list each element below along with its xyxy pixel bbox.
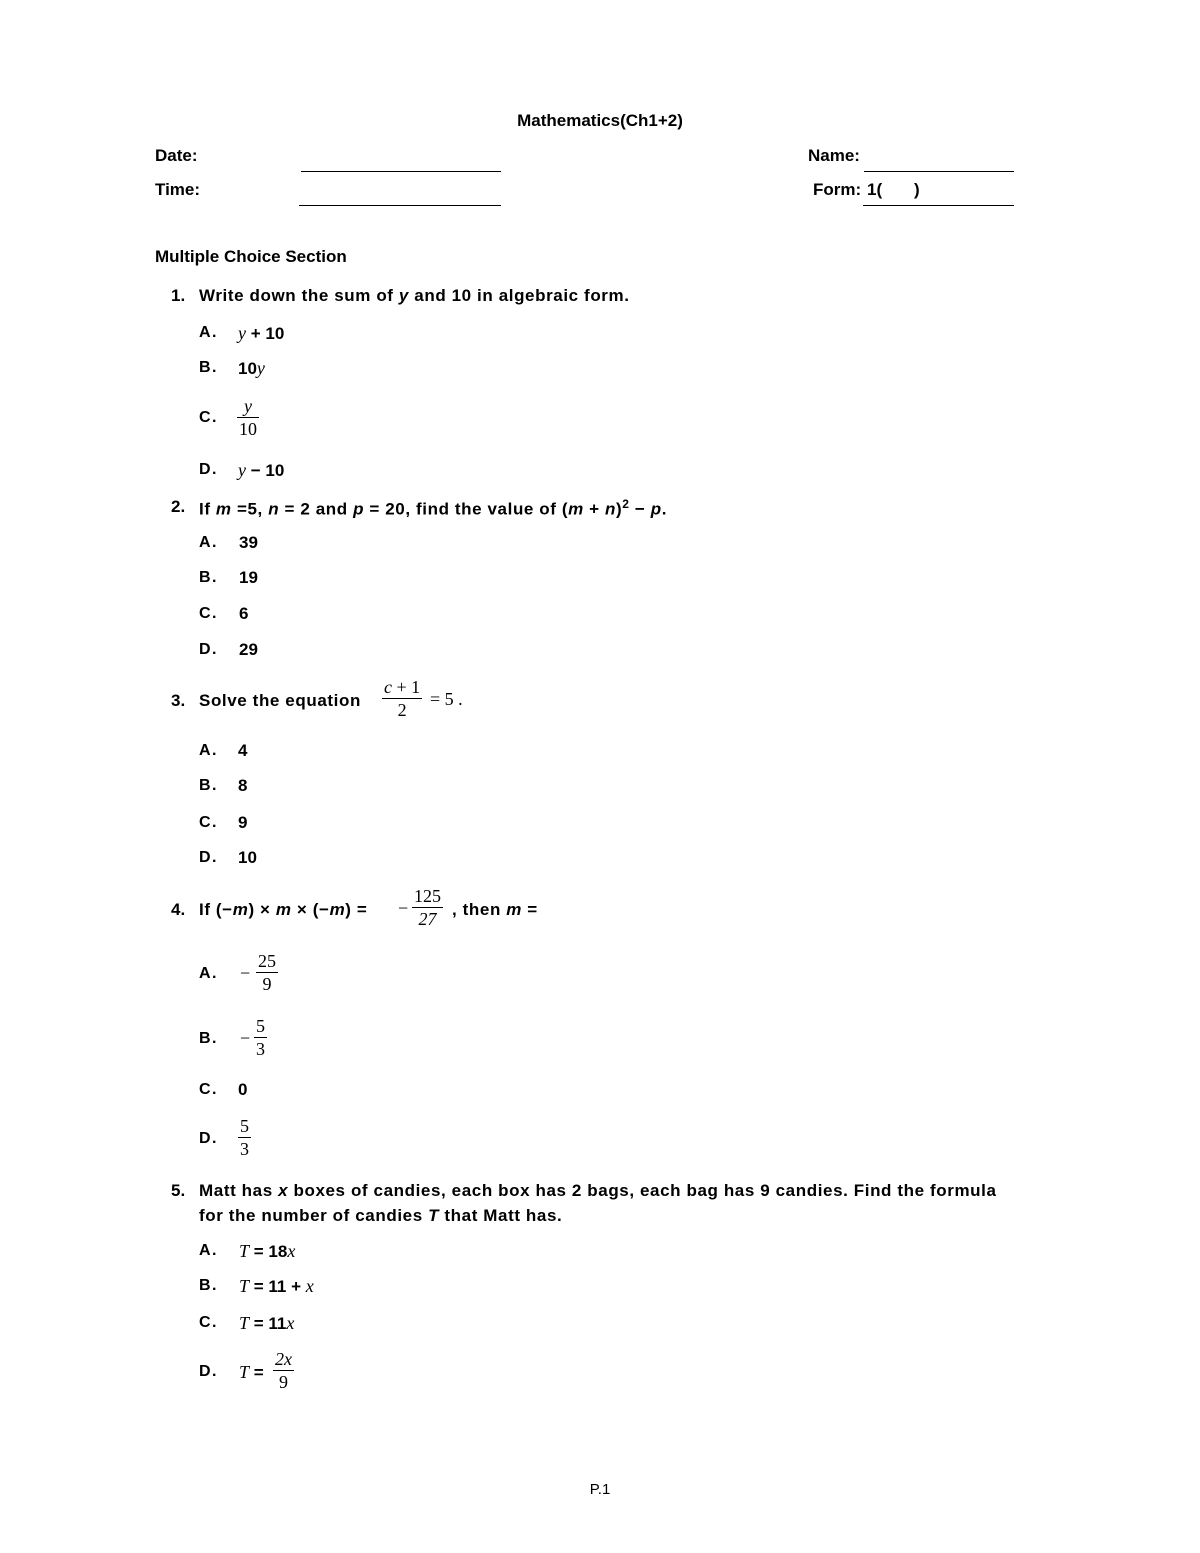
section-title: Multiple Choice Section <box>155 247 347 266</box>
question-1-text: Write down the sum of y and 10 in algebraic form. <box>199 286 630 305</box>
option-label[interactable]: D. <box>199 849 218 866</box>
name-blank[interactable] <box>864 171 1014 172</box>
option-value: 19 <box>239 568 258 587</box>
time-label: Time: <box>155 180 201 199</box>
option-label[interactable]: B. <box>199 1277 218 1294</box>
question-4-tail: , then m = <box>452 900 538 919</box>
option-label[interactable]: D. <box>199 461 218 478</box>
equation-rhs: = 5 . <box>430 689 463 709</box>
date-blank[interactable] <box>301 171 501 172</box>
option-value: y − 10 <box>238 460 285 480</box>
option-label[interactable]: B. <box>199 777 218 794</box>
option-value: 29 <box>239 640 258 659</box>
question-number: 5. <box>171 1181 186 1200</box>
question-number: 2. <box>171 497 186 516</box>
question-number: 4. <box>171 900 186 919</box>
option-value: T = <box>239 1362 264 1382</box>
option-fraction: $\frac{5}{3}$ <box>256 1016 265 1059</box>
option-value: T = 18x <box>239 1241 296 1261</box>
minus-sign: − <box>398 898 409 918</box>
option-value: y + 10 <box>238 323 285 343</box>
option-value: 10y <box>238 358 265 378</box>
option-value: 39 <box>239 533 258 552</box>
time-blank[interactable] <box>299 205 501 206</box>
option-label[interactable]: D. <box>199 641 218 658</box>
option-fraction: $\frac{y}{10}$ <box>239 396 257 439</box>
question-5-line-2: for the number of candies T that Matt has. <box>199 1206 563 1225</box>
question-number: 3. <box>171 691 186 710</box>
option-value: 0 <box>238 1080 248 1099</box>
page-title: Mathematics(Ch1+2) <box>517 111 683 130</box>
option-label[interactable]: C. <box>199 814 218 831</box>
option-fraction: $\frac{2x}{9}$ <box>275 1349 292 1392</box>
question-5-line-1: Matt has x boxes of candies, each box has 2 bags, each bag has 9 candies. Find the formula <box>199 1181 997 1200</box>
option-fraction: $\frac{5}{3}$ <box>240 1116 249 1159</box>
form-blank[interactable] <box>863 205 1014 206</box>
form-close-paren: ) <box>914 180 920 199</box>
option-label[interactable]: B. <box>199 359 218 376</box>
option-value: T = 11x <box>239 1313 295 1333</box>
option-label[interactable]: A. <box>199 324 218 341</box>
equation-fraction: $\frac{c + 1}{2}$ <box>384 677 421 720</box>
date-label: Date: <box>155 146 198 165</box>
option-label[interactable]: C. <box>199 1314 218 1331</box>
option-label[interactable]: A. <box>199 534 218 551</box>
question-3-text: Solve the equation <box>199 691 361 710</box>
option-value: 8 <box>238 776 248 795</box>
page-number: P.1 <box>589 1481 611 1498</box>
option-label[interactable]: C. <box>199 409 218 426</box>
option-value: T = 11 + x <box>239 1276 314 1296</box>
option-label[interactable]: A. <box>199 1242 218 1259</box>
option-label[interactable]: A. <box>199 742 218 759</box>
option-label[interactable]: A. <box>199 965 218 982</box>
question-number: 1. <box>171 286 186 305</box>
option-label[interactable]: C. <box>199 605 218 622</box>
option-value: 4 <box>238 741 248 760</box>
option-label[interactable]: B. <box>199 1030 218 1047</box>
option-sign: − <box>240 963 251 983</box>
form-prefill: 1( <box>867 180 883 199</box>
form-label: Form: <box>813 180 862 199</box>
option-label[interactable]: C. <box>199 1081 218 1098</box>
name-label: Name: <box>808 146 860 165</box>
option-value: 6 <box>239 604 249 623</box>
option-label[interactable]: D. <box>199 1130 218 1147</box>
rhs-fraction: $\frac{125}{27}$ <box>414 886 441 929</box>
question-4-text: If (−m) × m × (−m) = <box>199 900 368 919</box>
question-2-text: If m =5, n = 2 and p = 20, find the value of $(m + n)^2 - p$. <box>199 497 668 519</box>
option-label[interactable]: D. <box>199 1363 218 1380</box>
option-sign: − <box>240 1028 251 1048</box>
option-value: 10 <box>238 848 257 867</box>
option-fraction: $\frac{25}{9}$ <box>258 951 276 994</box>
option-value: 9 <box>238 813 248 832</box>
option-label[interactable]: B. <box>199 569 218 586</box>
